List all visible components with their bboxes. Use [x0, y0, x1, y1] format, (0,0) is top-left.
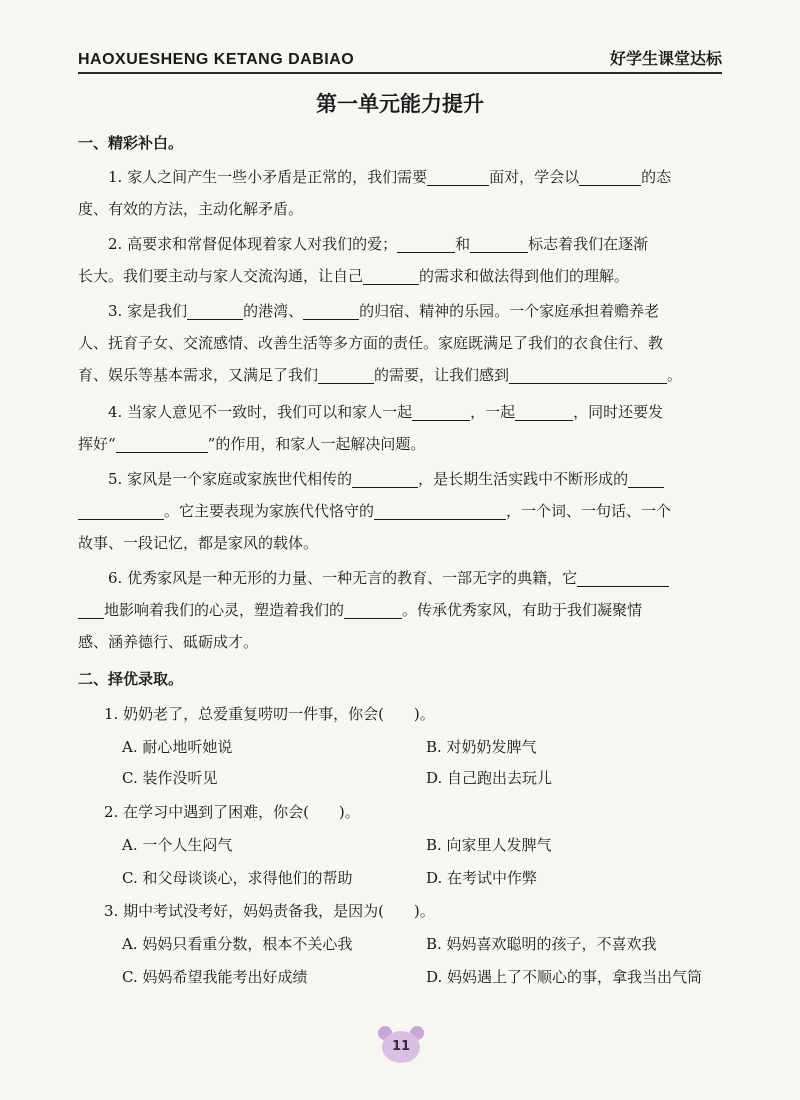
blank[interactable]	[78, 600, 104, 619]
blank[interactable]	[577, 568, 669, 587]
fill-item-6-line3: 感、涵养德行、砥砺成才。	[78, 633, 259, 651]
fill-item-4	[78, 396, 724, 460]
blank[interactable]	[470, 234, 528, 253]
fill-item-2-part3: 标志着我们在逐渐	[528, 235, 649, 253]
question-2-option-a[interactable]: A. 一个人生闷气	[122, 836, 233, 854]
fill-item-1-part3: 的态	[641, 168, 672, 186]
question-1-stem: 1. 奶奶老了，总爱重复唠叨一件事，你会( )。	[104, 705, 435, 723]
blank[interactable]	[509, 365, 667, 384]
question-2-option-c[interactable]: C. 和父母谈谈心，求得他们的帮助	[122, 869, 353, 887]
fill-item-6-line2a: 地影响着我们的心灵，塑造着我们的	[104, 601, 345, 619]
fill-item-3-part3: 的归宿、精神的乐园。一个家庭承担着赡养老	[359, 302, 660, 320]
blank[interactable]	[374, 501, 506, 520]
fill-item-5-part1: 5. 家风是一个家庭或家族世代相传的	[108, 470, 353, 488]
fill-item-3-line3c: 。	[667, 366, 683, 384]
question-2-option-d[interactable]: D. 在考试中作弊	[426, 869, 538, 887]
fill-item-2-part1: 2. 高要求和常督促体现着家人对我们的爱；	[108, 235, 398, 253]
blank[interactable]	[427, 167, 489, 186]
question-1-option-c[interactable]: C. 装作没听见	[122, 769, 218, 787]
question-1-option-d[interactable]: D. 自己跑出去玩儿	[426, 769, 553, 787]
page-header	[78, 44, 722, 74]
fill-item-6-part1: 6. 优秀家风是一种无形的力量、一种无言的教育、一部无字的典籍，它	[108, 569, 578, 587]
fill-item-4-part3: ，同时还要发	[573, 403, 664, 421]
fill-item-5-line2a: 。它主要表现为家族代代恪守的	[164, 502, 375, 520]
fill-item-2-part2: 和	[455, 235, 471, 253]
fill-item-3	[78, 295, 724, 391]
question-3-option-d[interactable]: D. 妈妈遇上了不顺心的事，拿我当出气筒	[426, 968, 703, 986]
question-3-option-a[interactable]: A. 妈妈只看重分数，根本不关心我	[122, 935, 353, 953]
header-pinyin: HAOXUESHENG KETANG DABIAO	[78, 51, 355, 68]
question-2-stem: 2. 在学习中遇到了困难，你会( )。	[104, 803, 360, 821]
fill-item-3-part1: 3. 家是我们	[108, 302, 188, 320]
fill-item-2	[78, 228, 724, 292]
blank[interactable]	[515, 402, 573, 421]
blank[interactable]	[352, 469, 418, 488]
fill-item-4-line2b: ”的作用，和家人一起解决问题。	[207, 435, 426, 453]
blank[interactable]	[344, 600, 402, 619]
fill-item-6-line2b: 。传承优秀家风，有助于我们凝聚情	[402, 601, 643, 619]
fill-item-3-part2: 的港湾、	[243, 302, 304, 320]
fill-item-5-line3: 故事、一段记忆，都是家风的载体。	[78, 534, 319, 552]
fill-item-5	[78, 463, 724, 559]
fill-item-4-part1: 4. 当家人意见不一致时，我们可以和家人一起	[108, 403, 413, 421]
fill-item-3-line3a: 育、娱乐等基本需求，又满足了我们	[78, 366, 319, 384]
page-number-badge	[378, 1026, 424, 1066]
question-2-option-b[interactable]: B. 向家里人发脾气	[426, 836, 552, 854]
fill-item-6	[78, 562, 724, 658]
question-3-stem: 3. 期中考试没考好，妈妈责备我，是因为( )。	[104, 902, 435, 920]
blank[interactable]	[318, 365, 374, 384]
blank[interactable]	[397, 234, 455, 253]
fill-item-1-part1: 1. 家人之间产生一些小矛盾是正常的，我们需要	[108, 168, 428, 186]
blank[interactable]	[303, 301, 359, 320]
fill-item-2-line2a: 长大。我们要主动与家人交流沟通，让自己	[78, 267, 364, 285]
fill-item-1-line2: 度、有效的方法，主动化解矛盾。	[78, 200, 304, 218]
fill-item-5-part2: ，是长期生活实践中不断形成的	[418, 470, 629, 488]
fill-item-4-part2: ，一起	[470, 403, 516, 421]
blank[interactable]	[579, 167, 641, 186]
page-title: 第一单元能力提升	[316, 92, 484, 116]
fill-item-5-line2b: ，一个词、一句话、一个	[506, 502, 672, 520]
section1-heading: 一、精彩补白。	[78, 134, 184, 152]
blank[interactable]	[78, 501, 164, 520]
blank[interactable]	[628, 469, 664, 488]
fill-item-1-part2: 面对，学会以	[489, 168, 580, 186]
blank[interactable]	[187, 301, 243, 320]
question-3-option-b[interactable]: B. 妈妈喜欢聪明的孩子，不喜欢我	[426, 935, 657, 953]
question-1-option-b[interactable]: B. 对奶奶发脾气	[426, 738, 537, 756]
question-3-option-c[interactable]: C. 妈妈希望我能考出好成绩	[122, 968, 308, 986]
blank[interactable]	[116, 434, 208, 453]
blank[interactable]	[412, 402, 470, 421]
fill-item-4-line2a: 挥好“	[78, 435, 116, 453]
section2-heading: 二、择优录取。	[78, 670, 184, 688]
question-1-option-a[interactable]: A. 耐心地听她说	[122, 738, 233, 756]
blank[interactable]	[363, 266, 419, 285]
page-number: 11	[382, 1031, 420, 1063]
fill-item-1	[78, 161, 724, 225]
fill-item-3-line3b: 的需要，让我们感到	[374, 366, 510, 384]
fill-item-2-line2b: 的需求和做法得到他们的理解。	[419, 267, 630, 285]
header-brand: 好学生课堂达标	[609, 49, 722, 68]
fill-item-3-line2: 人、抚育子女、交流感情、改善生活等多方面的责任。家庭既满足了我们的衣食住行、教	[78, 334, 664, 352]
